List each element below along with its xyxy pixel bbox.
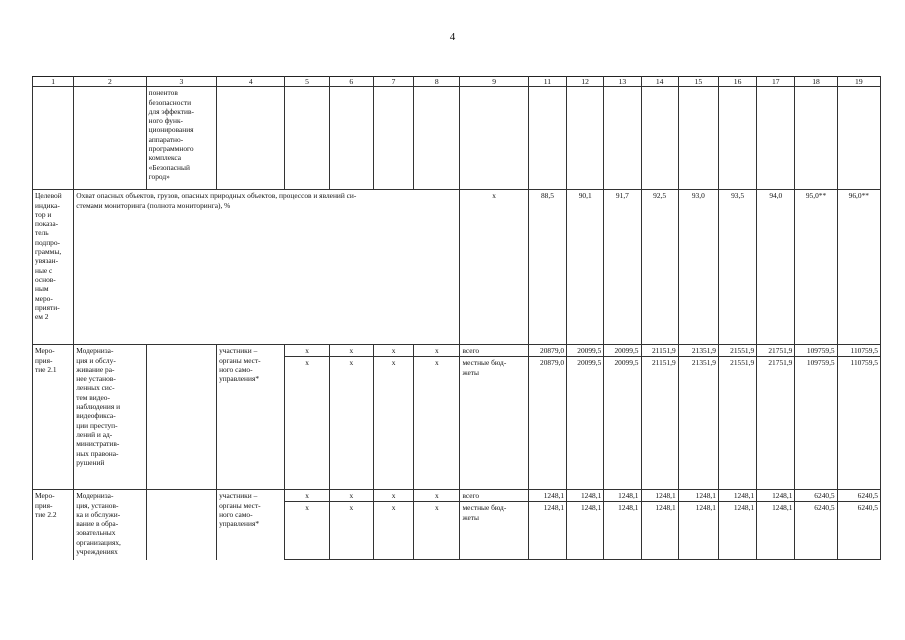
indicator-value: 96,0** — [837, 190, 880, 345]
x-cell: х — [373, 490, 413, 502]
measure-executor: участники – органы мест- ного само- управления* — [217, 345, 285, 490]
measure-label: Меро- прия- тие 2.2 — [33, 490, 74, 560]
funding-value: 110759,5 — [837, 357, 880, 490]
funding-value: 21151,9 — [641, 345, 678, 357]
header-cell: 5 — [285, 77, 329, 87]
funding-value: 1248,1 — [718, 502, 756, 560]
funding-value: 6240,5 — [795, 490, 837, 502]
continuation-text: понентов безопасности для эффектив- ного функ- ционирования аппаратно- программного комплекса «Безопасный город» — [146, 87, 216, 190]
funding-value: 21351,9 — [678, 345, 718, 357]
header-cell: 19 — [837, 77, 880, 87]
funding-value: 20099,5 — [604, 357, 641, 490]
funding-source: местные бюд- жеты — [460, 502, 528, 560]
indicator-value: 94,0 — [757, 190, 795, 345]
funding-value: 1248,1 — [718, 490, 756, 502]
x-cell: х — [373, 502, 413, 560]
measure-label: Меро- прия- тие 2.1 — [33, 345, 74, 490]
funding-value: 20099,5 — [604, 345, 641, 357]
indicator-x: х — [460, 190, 528, 345]
indicator-value: 95,0** — [795, 190, 837, 345]
funding-source: местные бюд- жеты — [460, 357, 528, 490]
indicator-value: 88,5 — [528, 190, 566, 345]
x-cell: х — [285, 357, 329, 490]
indicator-text: Охват опасных объектов, грузов, опасных природных объектов, процессов и явлений си- стемами мониторинга (полнота мониторинга), % — [74, 190, 460, 345]
x-cell: х — [329, 490, 373, 502]
header-cell: 14 — [641, 77, 678, 87]
x-cell: х — [329, 345, 373, 357]
funding-value: 1248,1 — [604, 502, 641, 560]
header-cell: 6 — [329, 77, 373, 87]
indicator-value: 93,5 — [718, 190, 756, 345]
indicator-value: 92,5 — [641, 190, 678, 345]
x-cell: х — [414, 502, 460, 560]
funding-value: 1248,1 — [757, 490, 795, 502]
funding-value: 21551,9 — [718, 357, 756, 490]
header-cell: 3 — [146, 77, 216, 87]
funding-value: 1248,1 — [604, 490, 641, 502]
measure-row — [33, 345, 881, 357]
header-cell: 1 — [33, 77, 74, 87]
header-cell: 7 — [373, 77, 413, 87]
funding-value: 1248,1 — [567, 490, 604, 502]
funding-value: 21751,9 — [757, 345, 795, 357]
measure-description: Модерниза- ция, установ- ка и обслужи- вание в обра- зовательных организациях, учреждениях — [74, 490, 146, 560]
funding-value: 1248,1 — [641, 490, 678, 502]
funding-value: 6240,5 — [795, 502, 837, 560]
header-cell: 9 — [460, 77, 528, 87]
funding-value: 21551,9 — [718, 345, 756, 357]
funding-value: 20099,5 — [567, 357, 604, 490]
x-cell: х — [414, 357, 460, 490]
header-cell: 16 — [718, 77, 756, 87]
header-cell: 18 — [795, 77, 837, 87]
funding-value: 109759,5 — [795, 357, 837, 490]
indicator-value: 91,7 — [604, 190, 641, 345]
measure-row — [33, 490, 881, 502]
indicator-value: 93,0 — [678, 190, 718, 345]
program-table — [32, 76, 881, 560]
x-cell: х — [285, 345, 329, 357]
funding-value: 1248,1 — [678, 502, 718, 560]
funding-value: 1248,1 — [757, 502, 795, 560]
header-cell: 2 — [74, 77, 146, 87]
header-cell: 13 — [604, 77, 641, 87]
x-cell: х — [285, 502, 329, 560]
x-cell: х — [373, 357, 413, 490]
measure-executor: участники – органы мест- ного само- управления* — [217, 490, 285, 560]
x-cell: х — [373, 345, 413, 357]
header-cell: 12 — [567, 77, 604, 87]
funding-value: 20879,0 — [528, 357, 566, 490]
header-cell: 17 — [757, 77, 795, 87]
funding-value: 1248,1 — [567, 502, 604, 560]
continuation-row — [33, 87, 881, 190]
indicator-row — [33, 190, 881, 345]
funding-value: 20099,5 — [567, 345, 604, 357]
funding-value: 6240,5 — [837, 490, 880, 502]
header-cell: 8 — [414, 77, 460, 87]
indicator-value: 90,1 — [567, 190, 604, 345]
funding-value: 1248,1 — [641, 502, 678, 560]
column-number-row — [33, 77, 881, 87]
x-cell: х — [329, 357, 373, 490]
header-cell: 4 — [217, 77, 285, 87]
funding-value: 21151,9 — [641, 357, 678, 490]
funding-value: 110759,5 — [837, 345, 880, 357]
x-cell: х — [414, 490, 460, 502]
funding-value: 1248,1 — [528, 490, 566, 502]
funding-source: всего — [460, 345, 528, 357]
indicator-label: Целевой индика- тор и показа- тель подпро- граммы, увязан- ные с основ- ным меро- прияти- ем 2 — [33, 190, 74, 345]
funding-value: 1248,1 — [528, 502, 566, 560]
measure-description: Модерниза- ция и обслу- живание ра- нее установ- ленных сис- тем видео- наблюдения и видеофикса- ции преступ- лений и ад- министратив- ных правона- рушений — [74, 345, 146, 490]
funding-value: 6240,5 — [837, 502, 880, 560]
funding-value: 109759,5 — [795, 345, 837, 357]
funding-value: 1248,1 — [678, 490, 718, 502]
funding-value: 20879,0 — [528, 345, 566, 357]
x-cell: х — [285, 490, 329, 502]
x-cell: х — [414, 345, 460, 357]
funding-source: всего — [460, 490, 528, 502]
header-cell: 15 — [678, 77, 718, 87]
header-cell: 11 — [528, 77, 566, 87]
funding-value: 21351,9 — [678, 357, 718, 490]
page-number: 4 — [449, 31, 456, 43]
funding-value: 21751,9 — [757, 357, 795, 490]
x-cell: х — [329, 502, 373, 560]
